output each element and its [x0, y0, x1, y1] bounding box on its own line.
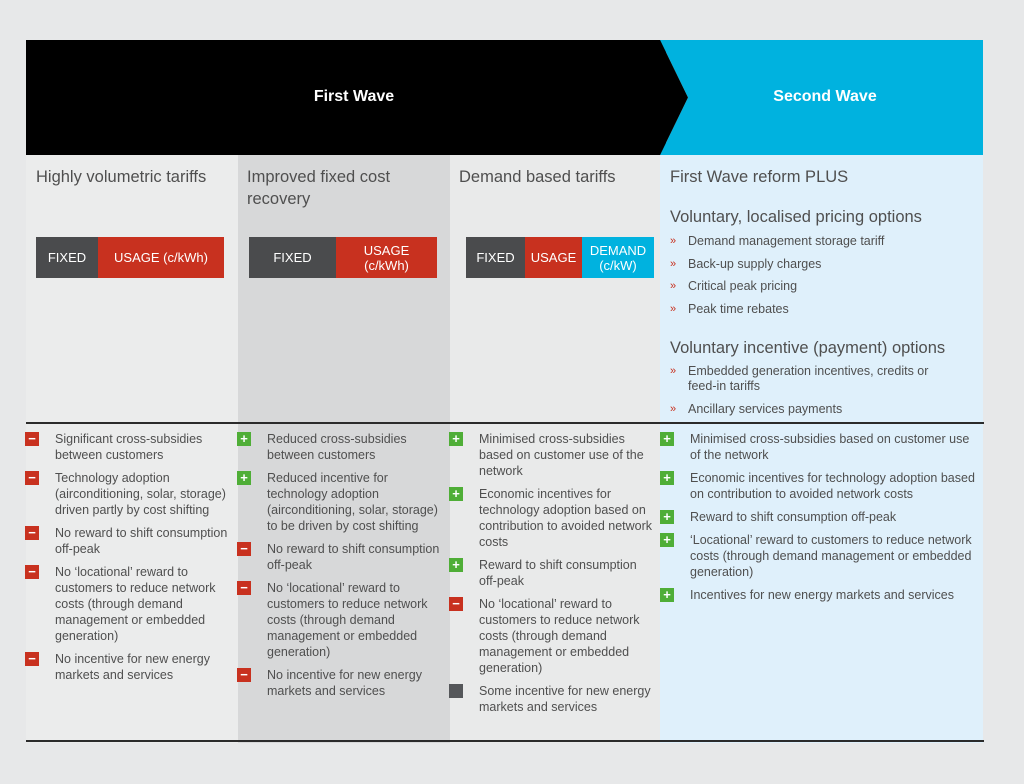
first-wave-title: First Wave: [313, 88, 395, 105]
minus-icon: −: [25, 471, 39, 485]
minus-icon: −: [25, 526, 39, 540]
divider-top: [26, 422, 984, 424]
tariff-bar-demand: [466, 237, 654, 278]
column-1-heading: Highly volumetric tariffs: [36, 168, 207, 186]
minus-icon: −: [237, 542, 251, 556]
plus-icon: +: [660, 510, 674, 524]
column-3-heading: Demand based tariffs: [459, 168, 616, 186]
list-item: » Ancillary services payments: [670, 402, 940, 425]
list-item: − No ‘locational’ reward to customers to reduce network costs (through demand management or embedded generation): [237, 580, 442, 660]
outcomes-column-1: [25, 431, 230, 690]
minus-icon: −: [449, 597, 463, 611]
usage-segment: USAGE (c/kWh): [98, 237, 224, 278]
list-item: » Embedded generation incentives, credits or feed-in tariffs: [670, 364, 940, 402]
list-item: + Minimised cross-subsidies based on customer use of the network: [660, 431, 975, 463]
fixed-segment: FIXED: [36, 237, 98, 278]
tariff-bar-fixed-cost: [249, 237, 437, 278]
demand-segment: DEMAND (c/kW): [582, 237, 654, 278]
plus-icon: +: [237, 471, 251, 485]
list-item: + Reduced incentive for technology adoption (airconditioning, solar, storage) to be driven by cost shifting: [237, 470, 442, 534]
list-item: + Reward to shift consumption off-peak: [449, 557, 654, 589]
usage-segment: USAGE (c/kWh): [336, 237, 437, 278]
minus-icon: −: [25, 432, 39, 446]
payment-options-list: [670, 364, 940, 425]
list-item: − No incentive for new energy markets and services: [237, 667, 442, 699]
list-item: − No ‘locational’ reward to customers to reduce network costs (through demand management or embedded generation): [25, 564, 230, 644]
neutral-square-icon: [449, 684, 463, 698]
list-item: » Peak time rebates: [670, 302, 970, 325]
pricing-options-title: Voluntary, localised pricing options: [670, 208, 922, 226]
list-item: − No ‘locational’ reward to customers to reduce network costs (through demand management or embedded generation): [449, 596, 654, 676]
list-item: + Reduced cross-subsidies between customers: [237, 431, 442, 463]
plus-icon: +: [449, 432, 463, 446]
plus-icon: +: [237, 432, 251, 446]
plus-icon: +: [449, 487, 463, 501]
list-item: Some incentive for new energy markets and services: [449, 683, 654, 715]
plus-icon: +: [660, 588, 674, 602]
payment-options-title: Voluntary incentive (payment) options: [670, 339, 946, 357]
fixed-segment: FIXED: [466, 237, 525, 278]
plus-icon: +: [660, 471, 674, 485]
list-item: + ‘Locational’ reward to customers to reduce network costs (through demand management or embedded generation): [660, 532, 975, 580]
plus-icon: +: [660, 533, 674, 547]
list-item: − Significant cross-subsidies between customers: [25, 431, 230, 463]
tariff-bar-volumetric: [36, 237, 224, 278]
column-2-heading: Improved fixed cost recovery: [247, 168, 391, 208]
column-4-heading: First Wave reform PLUS: [670, 168, 849, 186]
plus-icon: +: [449, 558, 463, 572]
outcomes-column-2: [237, 431, 442, 706]
divider-bottom: [26, 740, 984, 742]
list-item: » Demand management storage tariff: [670, 234, 970, 257]
list-item: » Critical peak pricing: [670, 279, 970, 302]
list-item: + Incentives for new energy markets and services: [660, 587, 975, 603]
minus-icon: −: [25, 565, 39, 579]
minus-icon: −: [237, 581, 251, 595]
fixed-segment: FIXED: [249, 237, 336, 278]
list-item: − No incentive for new energy markets and services: [25, 651, 230, 683]
list-item: − Technology adoption (airconditioning, solar, storage) driven partly by cost shifting: [25, 470, 230, 518]
second-wave-title: Second Wave: [773, 88, 877, 105]
list-item: + Economic incentives for technology adoption based on contribution to avoided network costs: [449, 486, 654, 550]
list-item: + Minimised cross-subsidies based on customer use of the network: [449, 431, 654, 479]
plus-icon: +: [660, 432, 674, 446]
pricing-options-list: [670, 234, 970, 324]
list-item: − No reward to shift consumption off-peak: [237, 541, 442, 573]
list-item: + Reward to shift consumption off-peak: [660, 509, 975, 525]
list-item: + Economic incentives for technology adoption based on contribution to avoided network costs: [660, 470, 975, 502]
minus-icon: −: [237, 668, 251, 682]
outcomes-column-4: [660, 431, 975, 610]
minus-icon: −: [25, 652, 39, 666]
list-item: − No reward to shift consumption off-peak: [25, 525, 230, 557]
usage-segment: USAGE: [525, 237, 582, 278]
outcomes-column-3: [449, 431, 654, 722]
list-item: » Back-up supply charges: [670, 257, 970, 280]
